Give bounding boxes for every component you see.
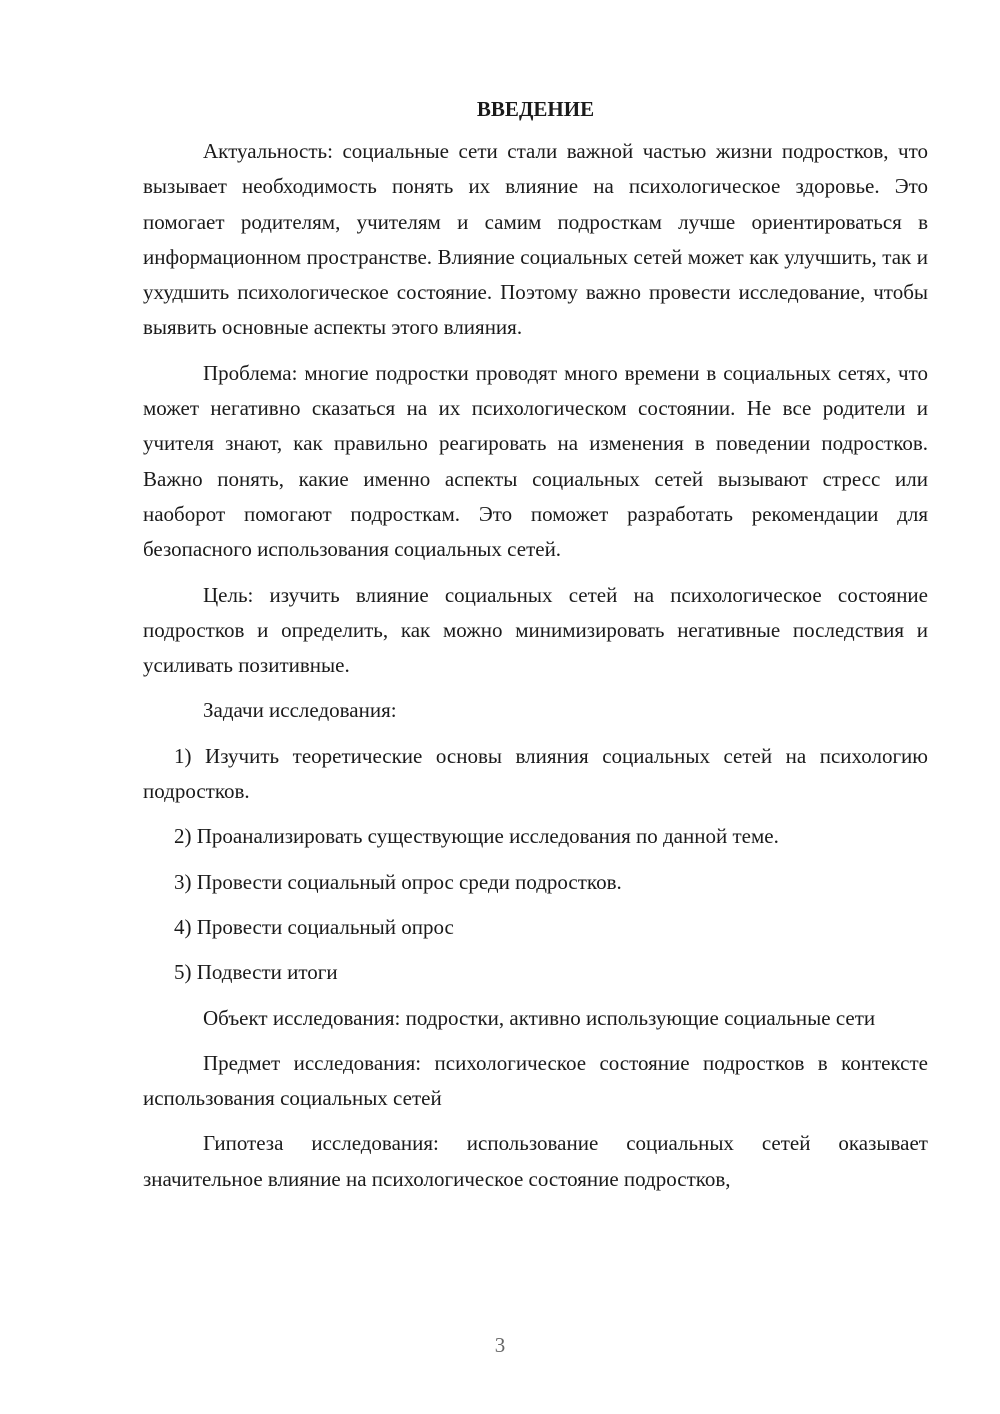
hypothesis-paragraph: Гипотеза исследования: использование социальных сетей оказывает значительное влияние на психологическое состояние подростков, (143, 1131, 928, 1191)
task-item: 2) Проанализировать существующие исследования по данной теме. (174, 824, 779, 849)
task-item: 5) Подвести итоги (174, 960, 338, 985)
object-paragraph: Объект исследования: подростки, активно использующие социальные сети (203, 1005, 876, 1030)
tasks-heading: Задачи исследования: (203, 698, 397, 723)
task-item: 3) Провести социальный опрос среди подростков. (174, 869, 622, 894)
page-title: ВВЕДЕНИЕ (476, 97, 595, 121)
goal-paragraph: Цель: изучить влияние социальных сетей на психологическое состояние подростков и определить, как можно минимизировать негативные последствия и усиливать позитивные. (143, 582, 928, 678)
subject-paragraph: Предмет исследования: психологическое состояние подростков в контексте использования социальных сетей (143, 1050, 928, 1111)
relevance-paragraph: Актуальность: социальные сети стали важной частью жизни подростков, что вызывает необходимость понять их влияние на психологическое здоровье. Это помогает родителям, учителям и самим подросткам лучше ориентироваться в информационном пространстве. Влияние социальных сетей может как улучшить, так и ухудшить психологическое состояние. Поэтому важно провести исследование, чтобы выявить основные аспекты этого влияния. (143, 139, 928, 340)
problem-paragraph: Проблема: многие подростки проводят много времени в социальных сетях, что может негативно сказаться на их психологическом состоянии. Не все родители и учителя знают, как правильно реагировать на изменения в поведении подростков. Важно понять, какие именно аспекты социальных сетей вызывают стресс или наоборот помогают подросткам. Это поможет разработать рекомендации для безопасного использования социальных сетей. (143, 360, 928, 562)
task-item: 4) Провести социальный опрос (174, 914, 454, 939)
page-number: 3 (494, 1333, 506, 1357)
task-item: 1) Изучить теоретические основы влияния социальных сетей на психологию подростков. (143, 743, 928, 804)
page-content (143, 92, 928, 1207)
